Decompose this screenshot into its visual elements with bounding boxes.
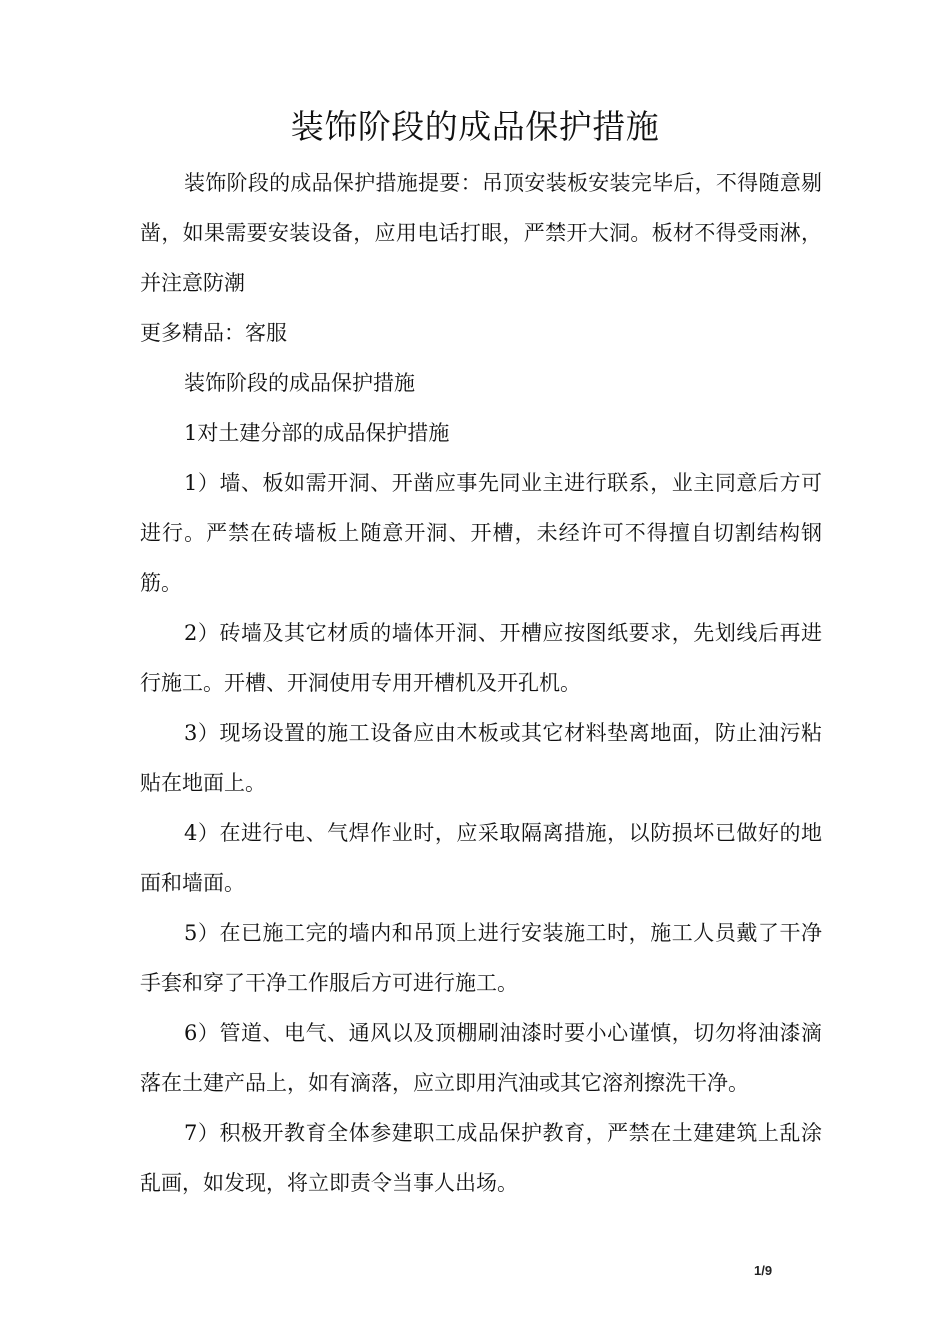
list-item-5: 5）在已施工完的墙内和吊顶上进行安装施工时，施工人员戴了干净手套和穿了干净工作服后方可进行施工。	[140, 921, 822, 995]
list-item-3: 3）现场设置的施工设备应由木板或其它材料垫离地面，防止油污粘贴在地面上。	[140, 721, 822, 795]
more-link-text: 更多精品：客服	[140, 321, 287, 345]
list-item-4: 4）在进行电、气焊作业时，应采取隔离措施，以防损坏已做好的地面和墙面。	[140, 821, 822, 895]
subsection-heading: 1对土建分部的成品保护措施	[184, 421, 450, 445]
list-item-1: 1）墙、板如需开洞、开凿应事先同业主进行联系，业主同意后方可进行。严禁在砖墙板上随意开洞、开槽，未经许可不得擅自切割结构钢筋。	[140, 471, 822, 595]
section-heading: 装饰阶段的成品保护措施	[184, 371, 415, 395]
page-number: 1/9	[754, 1263, 773, 1278]
list-item-6: 6）管道、电气、通风以及顶棚刷油漆时要小心谨慎，切勿将油漆滴落在土建产品上，如有滴落，应立即用汽油或其它溶剂擦洗干净。	[140, 1021, 822, 1095]
document-title: 装饰阶段的成品保护措施	[290, 107, 660, 146]
list-item-7: 7）积极开教育全体参建职工成品保护教育，严禁在土建建筑上乱涂乱画，如发现，将立即责令当事人出场。	[140, 1121, 822, 1195]
list-item-2: 2）砖墙及其它材质的墙体开洞、开槽应按图纸要求，先划线后再进行施工。开槽、开洞使用专用开槽机及开孔机。	[140, 621, 822, 695]
summary-paragraph: 装饰阶段的成品保护措施提要：吊顶安装板安装完毕后，不得随意剔凿，如果需要安装设备，应用电话打眼，严禁开大洞。板材不得受雨淋，并注意防潮	[140, 171, 822, 295]
document-body	[140, 158, 822, 1208]
